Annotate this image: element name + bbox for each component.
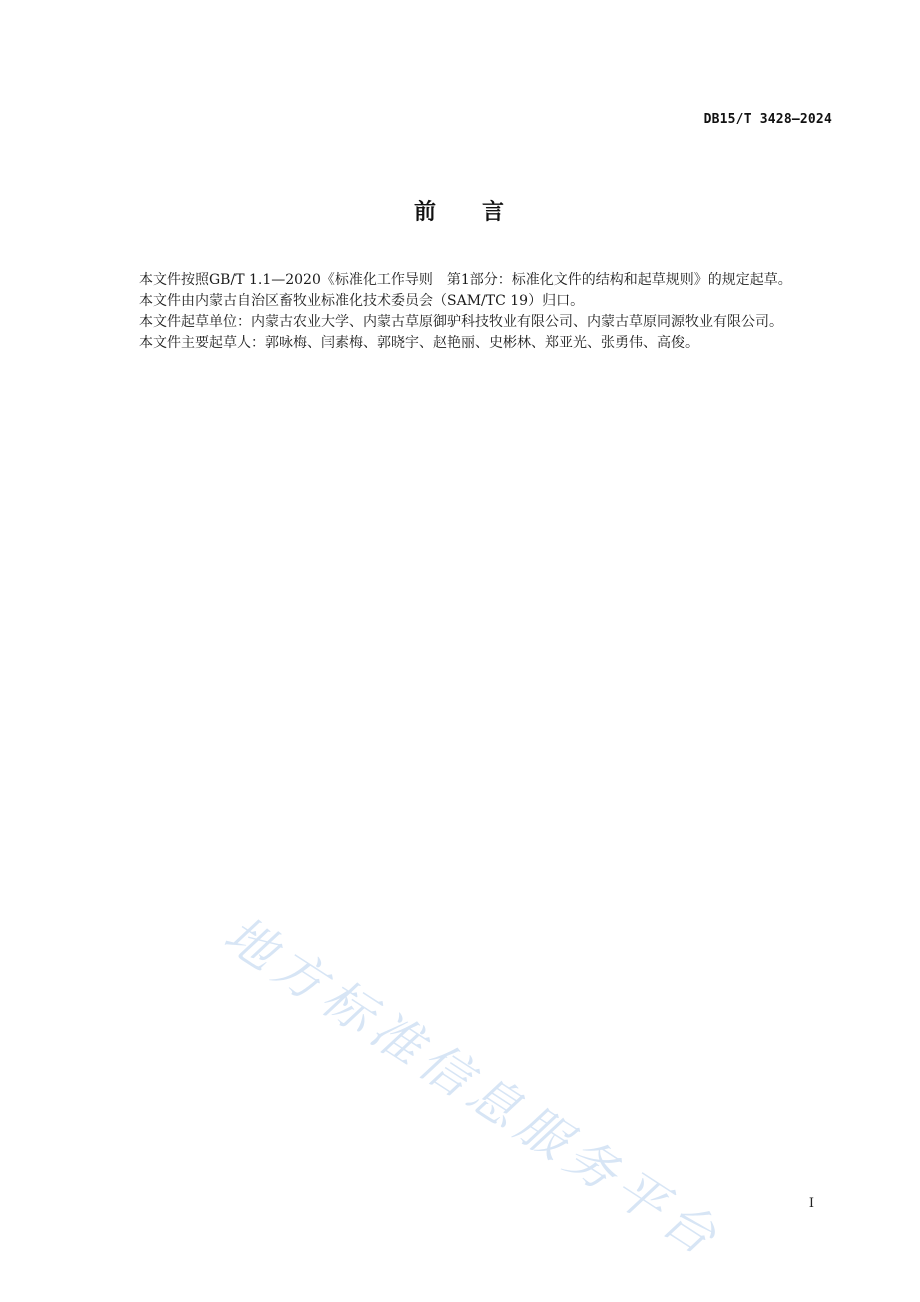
- watermark: 地方标准信息服务平台: [214, 905, 733, 1270]
- title-char-2: 言: [482, 200, 507, 225]
- page-number: I: [808, 1196, 814, 1211]
- paragraph-drafting-rules: 本文件按照GB/T 1.1—2020《标准化工作导则 第1部分：标准化文件的结构和起草规则》的规定起草。: [139, 272, 792, 288]
- paragraph-drafters: 本文件主要起草人：郭咏梅、闫素梅、郭晓宇、赵艳丽、史彬林、郑亚光、张勇伟、高俊。: [139, 335, 699, 351]
- title-char-1: 前: [413, 200, 438, 225]
- standard-number: DB15/T 3428—2024: [703, 112, 832, 127]
- paragraph-committee: 本文件由内蒙古自治区畜牧业标准化技术委员会（SAM/TC 19）归口。: [139, 293, 585, 309]
- page-title: [0, 195, 920, 226]
- foreword-body: [111, 270, 833, 354]
- paragraph-drafting-units: 本文件起草单位：内蒙古农业大学、内蒙古草原御驴科技牧业有限公司、内蒙古草原同源牧业有限公司。: [139, 314, 783, 330]
